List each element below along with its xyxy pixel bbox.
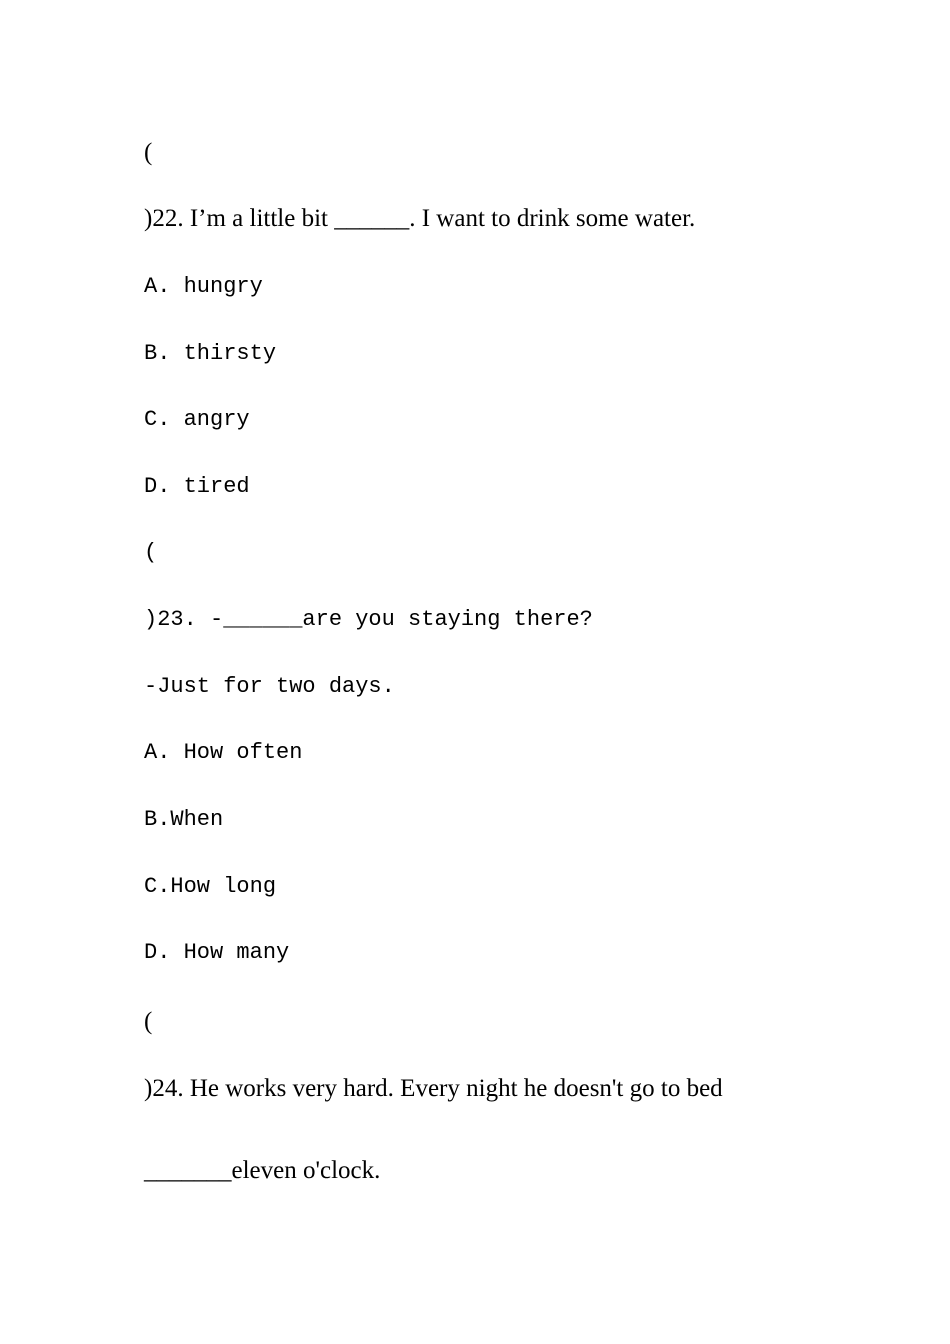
q22-stem: )22. I’m a little bit ______. I want to drink some water. xyxy=(144,205,696,232)
q23-option-d: D. How many xyxy=(144,940,290,965)
q23-option-c: C.How long xyxy=(144,874,277,899)
q23-option-b: B.When xyxy=(144,807,224,832)
q24-stem-continued: _______eleven o'clock. xyxy=(144,1157,381,1184)
q24-open-paren: ( xyxy=(144,1008,153,1035)
q23-option-a: A. How often xyxy=(144,740,303,765)
q23-reply: -Just for two days. xyxy=(144,674,395,699)
q22-option-b: B. thirsty xyxy=(144,341,277,366)
q23-open-paren: ( xyxy=(144,540,158,565)
q23-stem: )23. -______are you staying there? xyxy=(144,607,593,632)
q22-option-a: A. hungry xyxy=(144,274,263,299)
q22-option-d: D. tired xyxy=(144,474,250,499)
q24-stem: )24. He works very hard. Every night he doesn't go to bed xyxy=(144,1075,723,1102)
q22-open-paren: ( xyxy=(144,139,153,166)
q22-option-c: C. angry xyxy=(144,407,250,432)
